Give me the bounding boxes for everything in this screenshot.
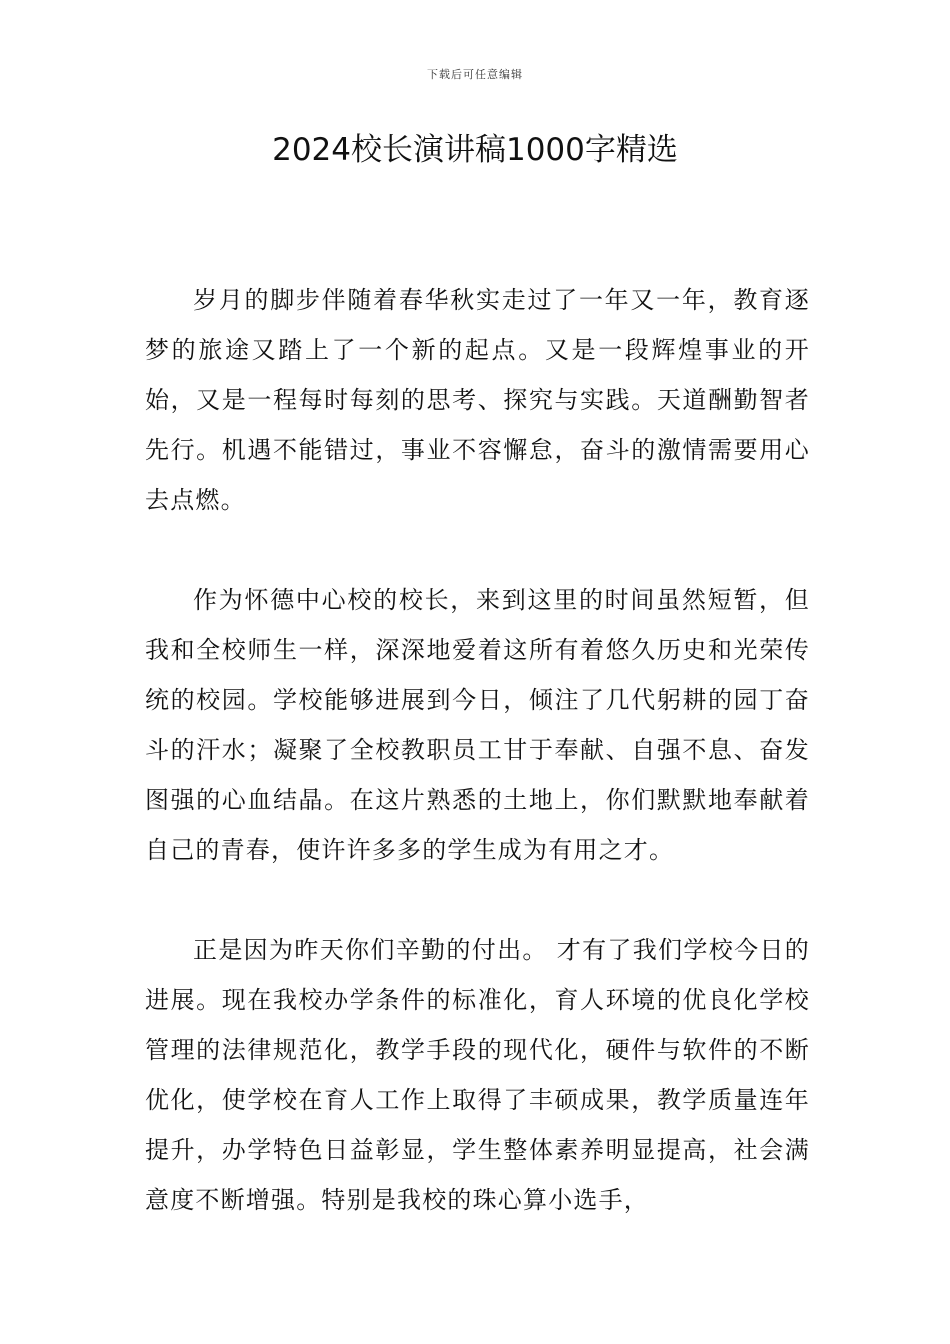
document-body (145, 275, 810, 1275)
paragraph: 作为怀德中心校的校长，来到这里的时间虽然短暂，但我和全校师生一样，深深地爱着这所有着悠久历史和光荣传统的校园。学校能够进展到今日，倾注了几代躬耕的园丁奋斗的汗水；凝聚了全校教职员工甘于奉献、自强不息、奋发图强的心血结晶。在这片熟悉的土地上，你们默默地奉献着自己的青春，使许许多多的学生成为有用之才。 (145, 586, 810, 864)
paragraph: 正是因为昨天你们辛勤的付出。 才有了我们学校今日的进展。现在我校办学条件的标准化，育人环境的优良化学校管理的法律规范化，教学手段的现代化，硬件与软件的不断优化，使学校在育人工作上取得了丰硕成果，教学质量连年提升，办学特色日益彰显，学生整体素养明显提高，社会满意度不断增强。特别是我校的珠心算小选手， (145, 936, 810, 1214)
paragraph: 岁月的脚步伴随着春华秋实走过了一年又一年，教育逐梦的旅途又踏上了一个新的起点。又是一段辉煌事业的开始，又是一程每时每刻的思考、探究与实践。天道酬勤智者先行。机遇不能错过，事业不容懈怠，奋斗的激情需要用心去点燃。 (145, 286, 810, 514)
header-note: 下载后可任意编辑 (427, 68, 523, 81)
document-title: 2024校长演讲稿1000字精选 (272, 132, 678, 168)
